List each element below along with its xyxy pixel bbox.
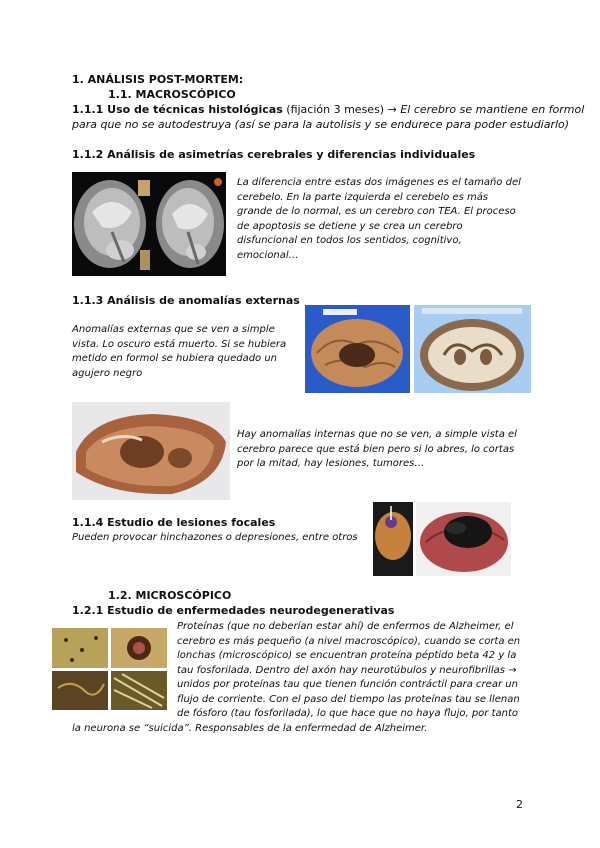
- s112-text: La diferencia entre estas dos imágenes es el tamaño del cerebelo. En la parte izquierda el cerebelo es más grande de lo normal, es un cerebro con TEA. El proceso de apoptosis se detiene y se crea un cerebro disfuncional en todos los sentidos, cognitivo, emocional…: [237, 177, 521, 261]
- brain-focal-lesion-image: [416, 502, 511, 576]
- s111-paragraph: [72, 102, 585, 118]
- brain-focal-lesion-icon: [416, 502, 511, 576]
- s121-line: Proteínas (que no deberían estar ahí) de enfermos de Alzheimer, el: [177, 621, 514, 632]
- brain-external-image: [305, 305, 410, 393]
- head-scan-icon: [373, 502, 413, 576]
- s111-note: (fijación 3 meses) →: [282, 103, 401, 116]
- s113-text-internal: Hay anomalías internas que no se ven, a simple vista el cerebro parece que está bien pero si lo abres, lo cortas por la mitad, hay lesiones, tumores…: [237, 429, 517, 469]
- s121-line: unidos por proteínas tau que tienen función contráctil para crear un: [177, 679, 518, 690]
- subsection-microscopico: 1.2. MICROSCÓPICO: [108, 589, 232, 602]
- s121-last-line: la neurona se “suicida”. Responsables de la enfermedad de Alzheimer.: [72, 723, 428, 734]
- section-title: 1. ANÁLISIS POST-MORTEM:: [72, 73, 244, 86]
- s113-text-external: Anomalías externas que se ven a simple vista. Lo oscuro está muerto. Si se hubiera metido en formol se hubiera quedado un agujero negro: [72, 324, 287, 379]
- s121-line: de fósforo (tau fosforilada), lo que hace que no haya flujo, por tanto: [177, 708, 519, 719]
- s121-line: tau fosforilada. Dentro del axón hay neurotúbulos y neurofibrillas →: [177, 664, 517, 676]
- s121-heading: 1.2.1 Estudio de enfermedades neurodegenerativas: [72, 604, 395, 617]
- s114-text: Pueden provocar hinchazones o depresiones, entre otros: [72, 532, 358, 543]
- microscope-slide-icon: [52, 628, 167, 710]
- brain-external-icon: [305, 305, 410, 393]
- s114-heading: 1.1.4 Estudio de lesiones focales: [72, 516, 276, 529]
- brain-slice-image: [414, 305, 531, 393]
- brain-slice-icon: [414, 305, 531, 393]
- s111-heading: 1.1.1 Uso de técnicas histológicas: [72, 103, 283, 116]
- s111-text-2: para que no se autodestruya (así se para la autolisis y se endurece para poder estudiarlo): [72, 118, 570, 131]
- subsection-macroscopico: 1.1. MACROSCÓPICO: [108, 88, 236, 101]
- brain-lesion-icon: [72, 402, 230, 500]
- s121-line: lonchas (microscópico) se encuentran proteína péptido beta 42 y la: [177, 650, 517, 661]
- microscope-image-grid: [52, 628, 167, 710]
- s112-heading: 1.1.2 Análisis de asimetrías cerebrales y diferencias individuales: [72, 148, 476, 161]
- s121-line: flujo de corriente. Con el paso del tiempo las proteínas tau se llenan: [177, 693, 520, 705]
- s121-line: cerebro es más pequeño (a nivel macroscópico), cuando se corta en: [177, 635, 521, 647]
- s121-wrap-block: [177, 620, 527, 722]
- head-scan-image: [373, 502, 413, 576]
- page-number: 2: [516, 798, 523, 811]
- mri-sagittal-image: [72, 172, 226, 276]
- s113-heading: 1.1.3 Análisis de anomalías externas: [72, 294, 300, 307]
- mri-sagittal-icon: [72, 172, 226, 276]
- s111-text-1: El cerebro se mantiene en formol: [400, 103, 585, 116]
- brain-lesion-image: [72, 402, 230, 500]
